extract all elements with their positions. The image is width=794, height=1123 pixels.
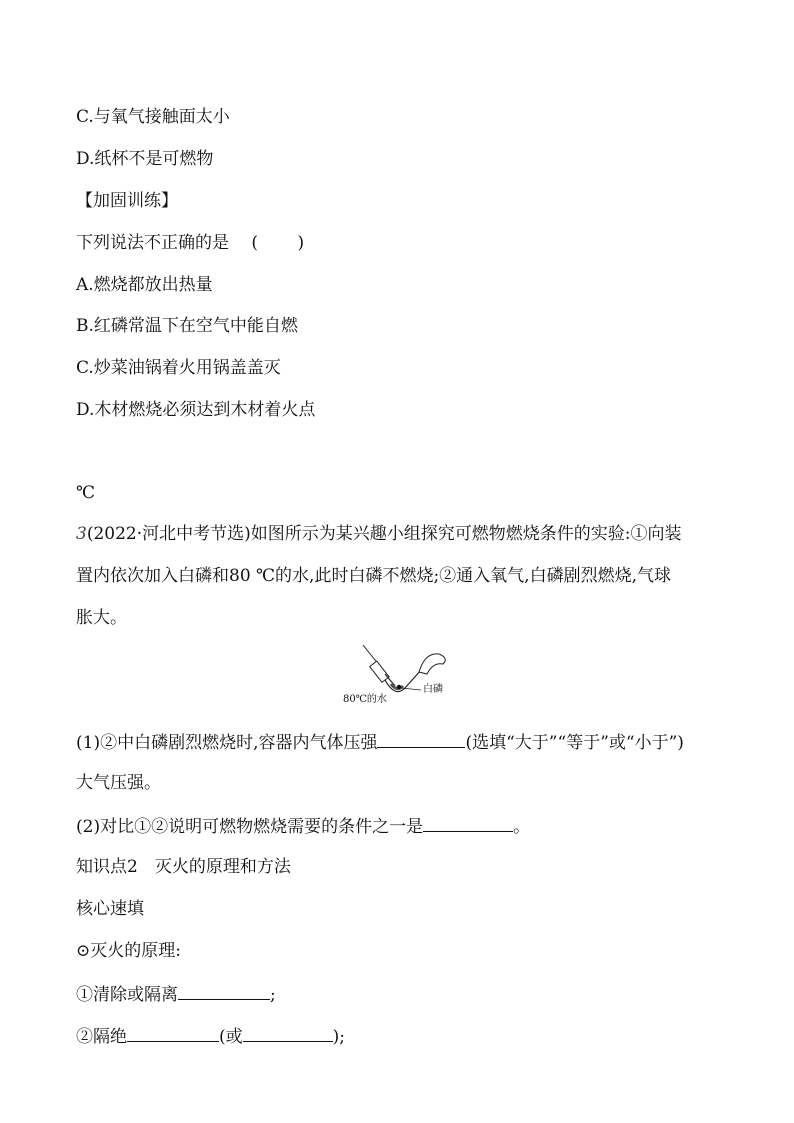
answer-blank-4[interactable] <box>127 1024 219 1042</box>
water-label: 80℃的水 <box>343 694 387 705</box>
part-1-line-2: 大气压强。 <box>76 773 161 793</box>
answer-blank-3[interactable] <box>178 982 270 1000</box>
rule-2-text-b: (或 <box>219 1027 243 1047</box>
core-fill: 核心速填 <box>76 899 144 919</box>
principle-heading: ⊙灭火的原理: <box>76 941 181 961</box>
answer-blank-1[interactable] <box>377 730 465 748</box>
part-2-text-a: (2)对比①②说明可燃物燃烧需要的条件之一是 <box>76 817 424 837</box>
option-a: A.燃烧都放出热量 <box>76 275 213 295</box>
part-2-text-b: 。 <box>513 817 531 837</box>
part-1-line-1 <box>76 730 684 754</box>
question-3-line-3: 胀大。 <box>76 608 127 628</box>
question-number: 3 <box>76 524 87 544</box>
question-stem: 下列说法不正确的是 ( ) <box>76 233 305 253</box>
knowledge-point-2: 知识点2 灭火的原理和方法 <box>76 857 291 877</box>
rule-2-text-c: ); <box>332 1027 346 1047</box>
rule-2-text-a: ②隔绝 <box>76 1027 127 1047</box>
part-1-text-a: (1)②中白磷剧烈燃烧时,容器内气体压强 <box>76 733 378 753</box>
rule-1-text-a: ①清除或隔离 <box>76 985 178 1005</box>
phosphorus-label: 白磷 <box>423 684 443 695</box>
answer-blank-2[interactable] <box>423 814 513 832</box>
option-c: C.炒菜油锅着火用锅盖盖灭 <box>76 358 281 378</box>
degree-symbol: ℃ <box>76 483 96 503</box>
question-3-text-1: (2022·河北中考节选)如图所示为某兴趣小组探究可燃物燃烧条件的实验:①向装 <box>86 524 682 544</box>
rule-1-line <box>76 982 276 1006</box>
answer-blank-5[interactable] <box>243 1024 333 1042</box>
experiment-figure <box>335 640 455 710</box>
part-2-line <box>76 814 530 838</box>
question-3-line-1 <box>76 523 682 545</box>
section-reinforce: 【加固训练】 <box>76 191 178 211</box>
option-d: D.木材燃烧必须达到木材着火点 <box>76 400 316 420</box>
part-1-text-b: (选填“大于”“等于”或“小于”) <box>465 733 684 753</box>
option-c-prev: C.与氧气接触面太小 <box>76 107 230 127</box>
rule-1-text-b: ; <box>270 985 276 1005</box>
option-d-prev: D.纸杯不是可燃物 <box>76 149 214 169</box>
option-b: B.红磷常温下在空气中能自燃 <box>76 316 298 336</box>
rule-2-line <box>76 1024 345 1048</box>
question-3-line-2: 置内依次加入白磷和80 ℃的水,此时白磷不燃烧;②通入氧气,白磷剧烈燃烧,气球 <box>76 566 671 586</box>
